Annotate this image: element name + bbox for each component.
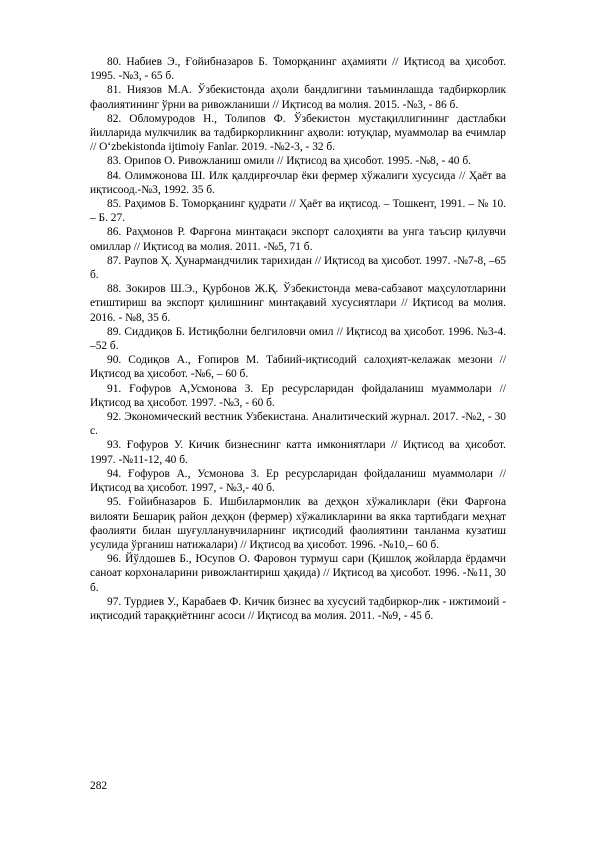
reference-item: 81. Ниязов М.А. Ўзбекистонда аҳоли бандлигини таъминлашда тадбиркорлик фаолиятининг ўрни ва ривожланиши // Иқтисод ва молия. 2015. -№3, - 86 б. bbox=[90, 84, 506, 111]
reference-item: 97. Турдиев У., Карабаев Ф. Кичик бизнес ва хусусий тадбиркор-лик - ижтимоий - иқтисодий тараққиётнинг асоси // Иқтисод ва молия. 2011. -№9, - 45 б. bbox=[90, 595, 506, 622]
reference-item: 93. Ғофуров У. Кичик бизнеснинг катта имкониятлари // Иқтисод ва ҳисобот. 1997. -№11-12, 40 б. bbox=[90, 439, 506, 466]
reference-item: 94. Ғофуров А., Усмонова З. Ер ресурсларидан фойдаланиш муаммолари // Иқтисод ва ҳисобот. 1997, - №3,- 40 б. bbox=[90, 467, 506, 495]
reference-item: 85. Раҳимов Б. Томорқанинг қудрати // Ҳаёт ва иқтисод. – Тошкент, 1991. – № 10. – Б. 27. bbox=[90, 198, 506, 225]
reference-item: 89. Сиддиқов Б. Истиқболни белгиловчи омил // Иқтисод ва ҳисобот. 1996. №3-4. –52 б. bbox=[90, 325, 506, 353]
reference-item: 96. Йўлдошев Б., Юсупов О. Фаровон турмуш сари (Қишлоқ жойларда ёрдамчи саноат корхоналарини ривожлантириш ҳақида) // Иқтисод ва ҳисобот. 1996. -№11, 30 б. bbox=[90, 553, 506, 594]
page-number: 282 bbox=[90, 780, 108, 792]
reference-item: 86. Раҳмонов Р. Фарғона минтақаси экспорт салоҳияти ва унга таъсир қилувчи омиллар // Иқтисод ва молия. 2011. -№5, 71 б. bbox=[90, 226, 506, 253]
reference-list bbox=[90, 55, 506, 623]
reference-item: 91. Ғофуров А,Усмонова З. Ер ресурсларидан фойдаланиш муаммолари // Иқтисод ва ҳисобот. 1997. -№3, - 60 б. bbox=[90, 382, 506, 409]
reference-item: 83. Орипов О. Ривожланиш омили // Иқтисод ва ҳисобот. 1995. -№8, - 40 б. bbox=[107, 155, 471, 168]
reference-item: 80. Набиев Э., Ғойибназаров Б. Томорқанинг аҳамияти // Иқтисод ва ҳисобот. 1995. -№3, - 65 б. bbox=[90, 56, 506, 83]
reference-item: 95. Ғойибназаров Б. Ишбилармонлик ва деҳқон хўжаликлари (ёки Фарғона вилояти Бешариқ район деҳқон (фермер) хўжаликларини ва якка тартибдаги меҳнат фаолияти билан шуғулланувчиларнинг иқтисодий фаолиятини танланма кузатиш усулида ўрганиш натижалари) // Иқтисод ва ҳисобот. 1996. -№10,– 60 б. bbox=[90, 496, 506, 551]
reference-item: 84. Олимжонова Ш. Илк қалдирғочлар ёки фермер хўжалиги хусусида // Ҳаёт ва иқтисоод.-№3, 1992. 35 б. bbox=[90, 169, 506, 196]
reference-item: 92. Экономический вестник Узбекистана. Аналитический журнал. 2017. -№2, - 30 с. bbox=[90, 411, 506, 438]
reference-item: 88. Зокиров Ш.Э., Қурбонов Ж.Қ. Ўзбекистонда мева-сабзавот маҳсулотларини етиштириш ва экспорт қилишнинг минтақавий хусусиятлари // Иқтисод ва молия. 2016. - №8, 35 б. bbox=[90, 283, 506, 324]
reference-item: 90. Содиқов А., Ғопиров М. Табиий-иқтисодий салоҳият-келажак мезони // Иқтисод ва ҳисобот. -№6, – 60 б. bbox=[90, 354, 506, 381]
reference-item: 82. Обломуродов Н., Толипов Ф. Ўзбекистон мустақиллигининг дастлабки йилларида мулкчилик ва тадбиркорликнинг аҳволи: ютуқлар, муаммолар ва ечимлар // O‘zbekistonda ijtimoiy Fanlar. 2019. -№2-3, - 32 б. bbox=[90, 112, 506, 154]
reference-item: 87. Раупов Ҳ. Ҳунармандчилик тарихидан // Иқтисод ва ҳисобот. 1997. -№7-8, –65 б. bbox=[90, 254, 506, 282]
